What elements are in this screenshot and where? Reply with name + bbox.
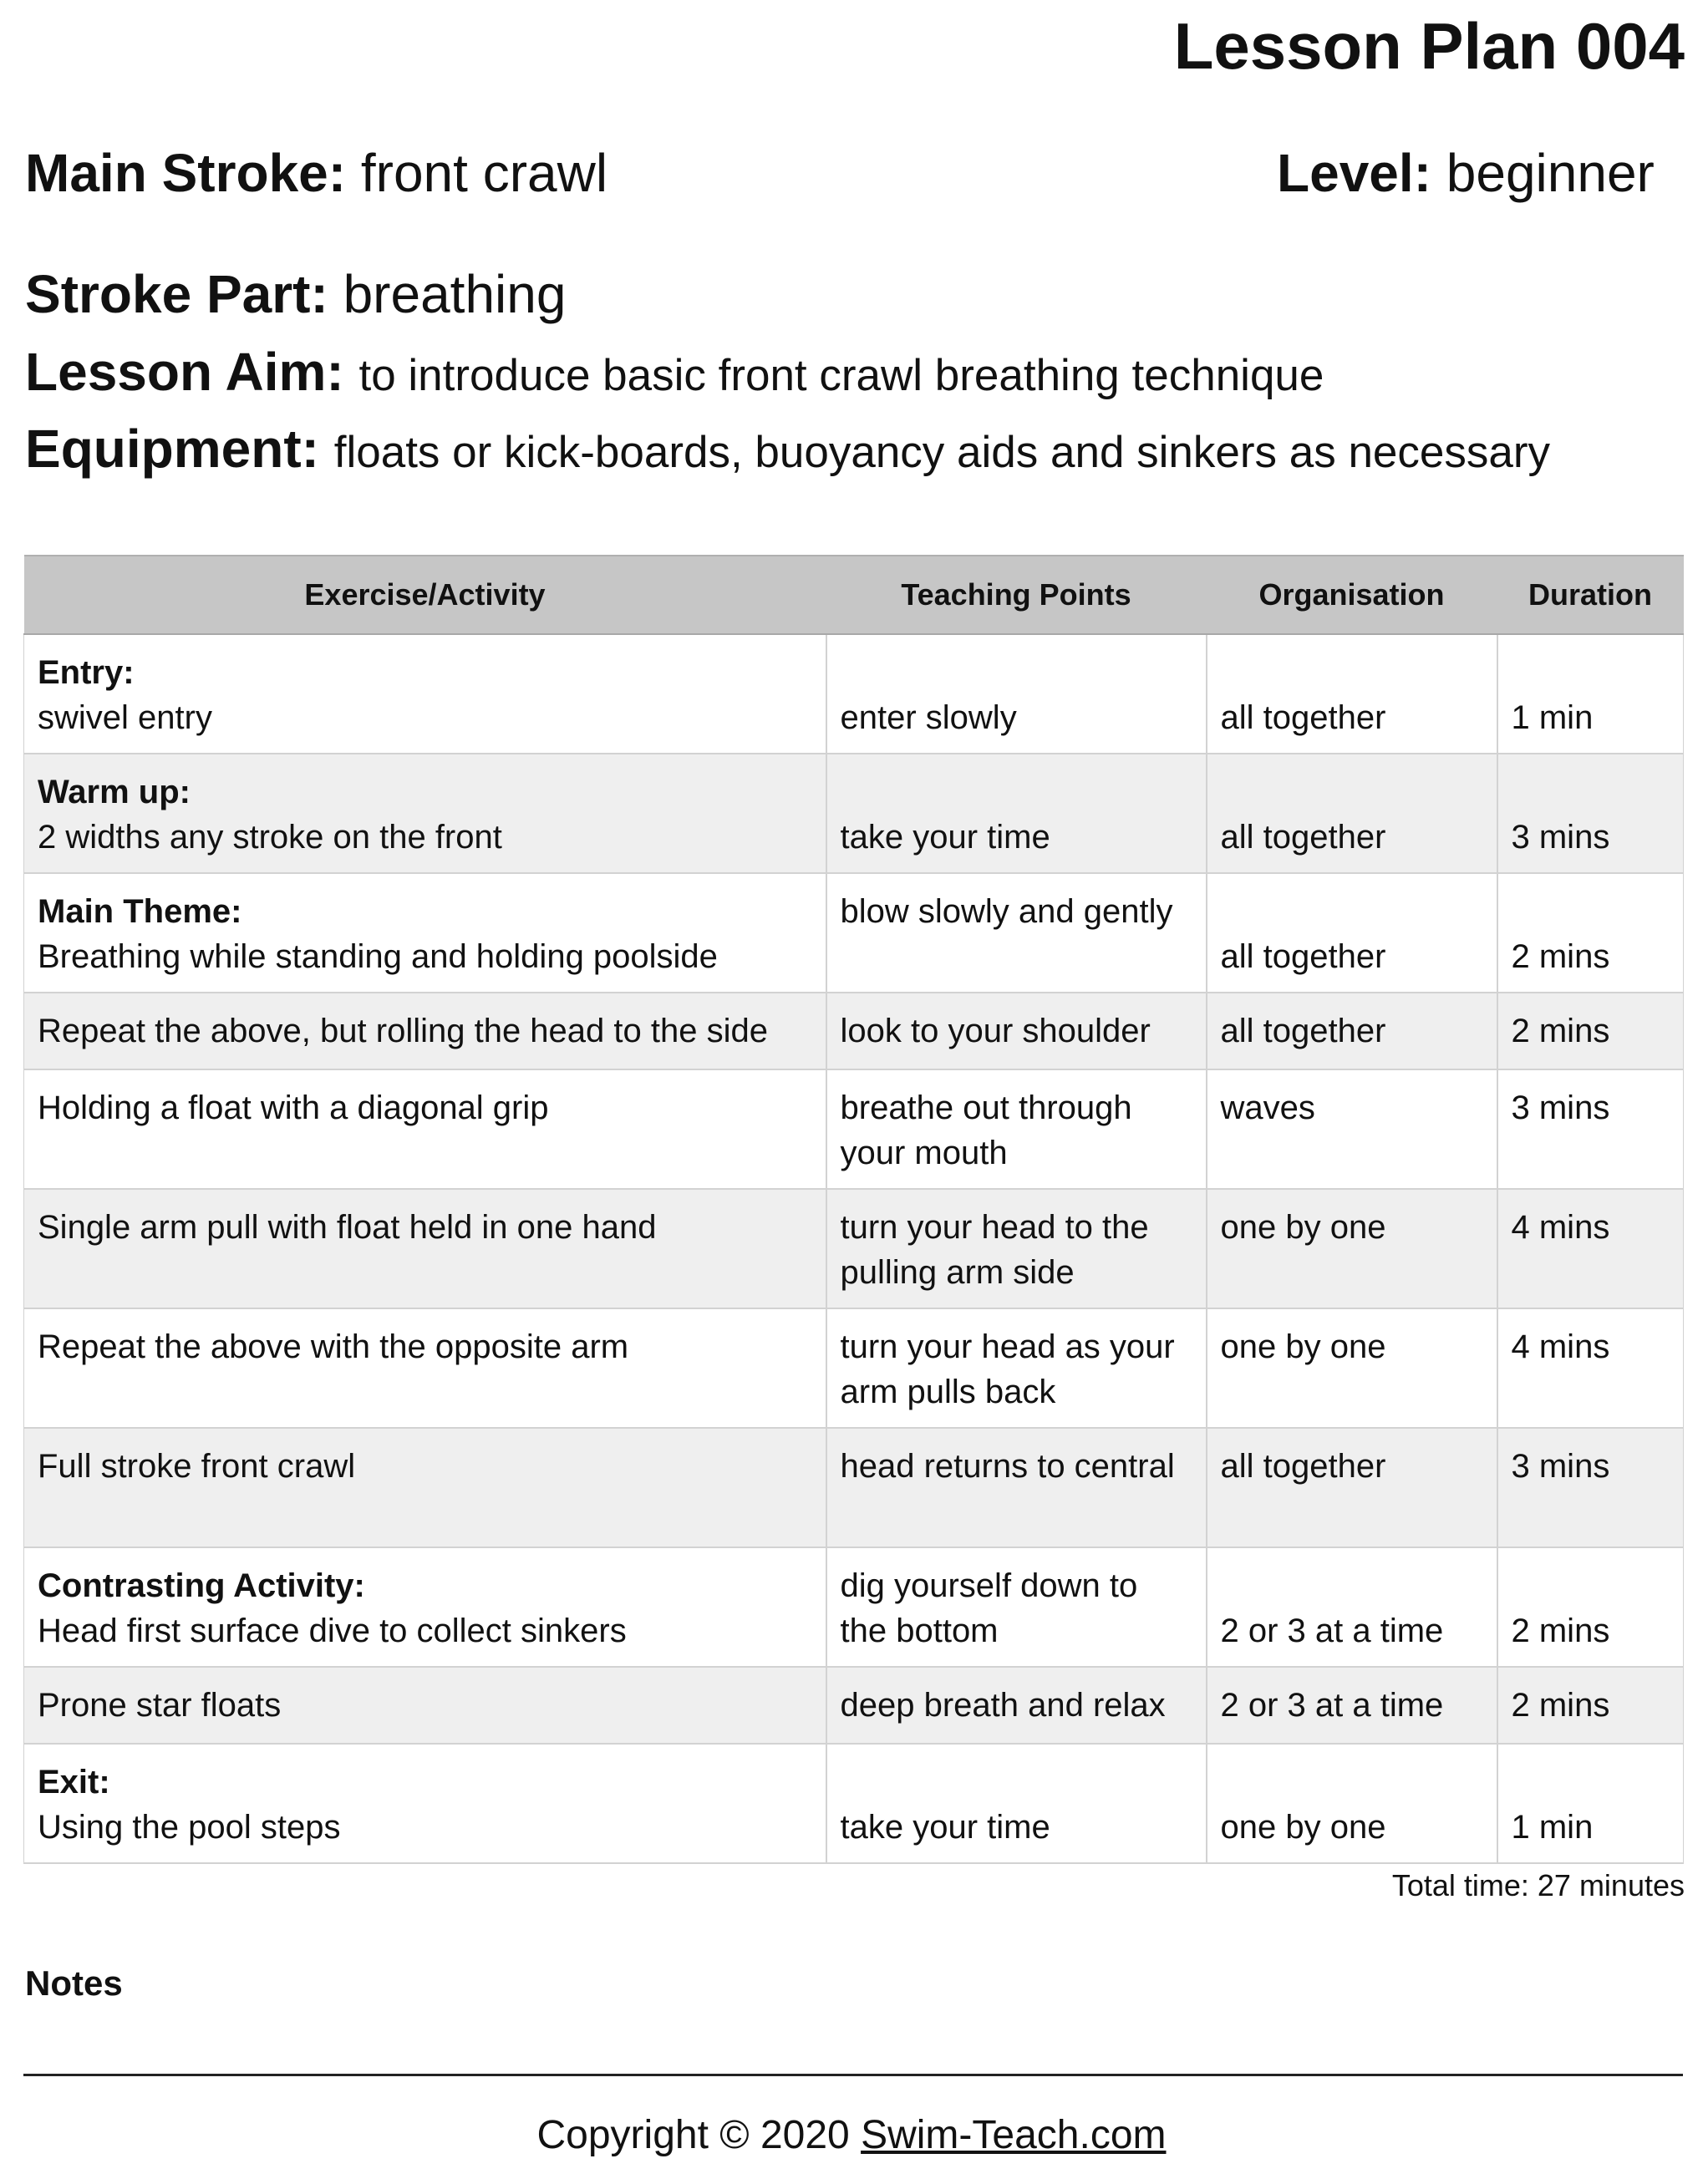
table-row (24, 1547, 1684, 1667)
equipment-field (25, 418, 1550, 480)
level-value: beginner (1446, 143, 1655, 203)
table-row (24, 1189, 1684, 1308)
duration-cell: 2 mins (1497, 1547, 1684, 1667)
activity-text: Using the pool steps (38, 1809, 341, 1846)
activity-cell (24, 1547, 826, 1667)
stroke-part-field (25, 263, 566, 325)
table-row (24, 993, 1684, 1069)
activity-cell: Holding a float with a diagonal grip (24, 1069, 826, 1189)
organisation-cell: all together (1207, 634, 1497, 754)
teaching-cell: deep breath and relax (826, 1667, 1207, 1744)
table-row (24, 873, 1684, 993)
organisation-cell: 2 or 3 at a time (1207, 1547, 1497, 1667)
organisation-cell: all together (1207, 873, 1497, 993)
duration-cell: 1 min (1497, 1744, 1684, 1863)
teaching-cell: turn your head as your arm pulls back (826, 1308, 1207, 1428)
notes-heading: Notes (25, 1963, 123, 2003)
table-row (24, 1069, 1684, 1189)
organisation-cell: one by one (1207, 1308, 1497, 1428)
organisation-cell: 2 or 3 at a time (1207, 1667, 1497, 1744)
activity-cell (24, 634, 826, 754)
activity-cell: Prone star floats (24, 1667, 826, 1744)
duration-cell: 3 mins (1497, 754, 1684, 873)
activity-text: 2 widths any stroke on the front (38, 819, 502, 856)
section-label: Contrasting Activity: (38, 1567, 365, 1604)
section-label: Entry: (38, 654, 135, 691)
equipment-value: floats or kick-boards, buoyancy aids and sinkers as necessary (333, 428, 1550, 477)
table-row (24, 1308, 1684, 1428)
copyright-text: Copyright © 2020 (536, 2113, 850, 2157)
teaching-cell: take your time (826, 1744, 1207, 1863)
teaching-cell: turn your head to the pulling arm side (826, 1189, 1207, 1308)
equipment-label: Equipment: (25, 419, 319, 479)
activity-cell (24, 754, 826, 873)
header-teaching-points: Teaching Points (826, 556, 1207, 634)
header-exercise: Exercise/Activity (24, 556, 826, 634)
main-stroke-field (25, 142, 607, 204)
teaching-cell: blow slowly and gently (826, 873, 1207, 993)
organisation-cell: all together (1207, 754, 1497, 873)
lesson-aim-value: to introduce basic front crawl breathing technique (358, 351, 1324, 400)
duration-cell: 1 min (1497, 634, 1684, 754)
duration-cell: 2 mins (1497, 873, 1684, 993)
activity-cell: Single arm pull with float held in one hand (24, 1189, 826, 1308)
organisation-cell: all together (1207, 993, 1497, 1069)
level-field (1277, 142, 1655, 204)
duration-cell: 3 mins (1497, 1428, 1684, 1547)
duration-cell: 4 mins (1497, 1189, 1684, 1308)
duration-cell: 4 mins (1497, 1308, 1684, 1428)
organisation-cell: one by one (1207, 1744, 1497, 1863)
teaching-cell: breathe out through your mouth (826, 1069, 1207, 1189)
organisation-cell: all together (1207, 1428, 1497, 1547)
duration-cell: 2 mins (1497, 993, 1684, 1069)
main-stroke-label: Main Stroke: (25, 143, 347, 203)
section-label: Main Theme: (38, 893, 242, 930)
duration-cell: 2 mins (1497, 1667, 1684, 1744)
table-row (24, 1744, 1684, 1863)
table-row (24, 1667, 1684, 1744)
lesson-plan-table (23, 555, 1684, 1864)
teaching-cell: head returns to central (826, 1428, 1207, 1547)
lesson-aim-field (25, 341, 1324, 403)
total-time: Total time: 27 minutes (1391, 1868, 1685, 1902)
lesson-aim-label: Lesson Aim: (25, 342, 344, 402)
main-stroke-value: front crawl (360, 143, 608, 203)
header-organisation: Organisation (1207, 556, 1497, 634)
activity-cell: Repeat the above, but rolling the head to the side (24, 993, 826, 1069)
activity-text: swivel entry (38, 699, 212, 736)
organisation-cell: one by one (1207, 1189, 1497, 1308)
activity-cell (24, 873, 826, 993)
stroke-part-value: breathing (343, 264, 567, 324)
organisation-cell: waves (1207, 1069, 1497, 1189)
table-row (24, 754, 1684, 873)
section-label: Warm up: (38, 774, 191, 810)
page-title: Lesson Plan 004 (1173, 9, 1685, 83)
site-link[interactable]: Swim-Teach.com (861, 2113, 1167, 2157)
table-row (24, 1428, 1684, 1547)
activity-cell: Full stroke front crawl (24, 1428, 826, 1547)
copyright-footer (0, 2112, 1703, 2158)
teaching-cell: look to your shoulder (826, 993, 1207, 1069)
table-header-row (24, 556, 1684, 634)
table-row (24, 634, 1684, 754)
section-label: Exit: (38, 1764, 110, 1801)
header-duration: Duration (1497, 556, 1684, 634)
activity-cell (24, 1744, 826, 1863)
teaching-cell: dig yourself down to the bottom (826, 1547, 1207, 1667)
activity-text: Breathing while standing and holding poolside (38, 938, 718, 975)
duration-cell: 3 mins (1497, 1069, 1684, 1189)
activity-text: Head first surface dive to collect sinkers (38, 1613, 627, 1649)
teaching-cell: enter slowly (826, 634, 1207, 754)
activity-cell: Repeat the above with the opposite arm (24, 1308, 826, 1428)
teaching-cell: take your time (826, 754, 1207, 873)
footer-divider (23, 2074, 1683, 2076)
level-label: Level: (1277, 143, 1431, 203)
stroke-part-label: Stroke Part: (25, 264, 328, 324)
